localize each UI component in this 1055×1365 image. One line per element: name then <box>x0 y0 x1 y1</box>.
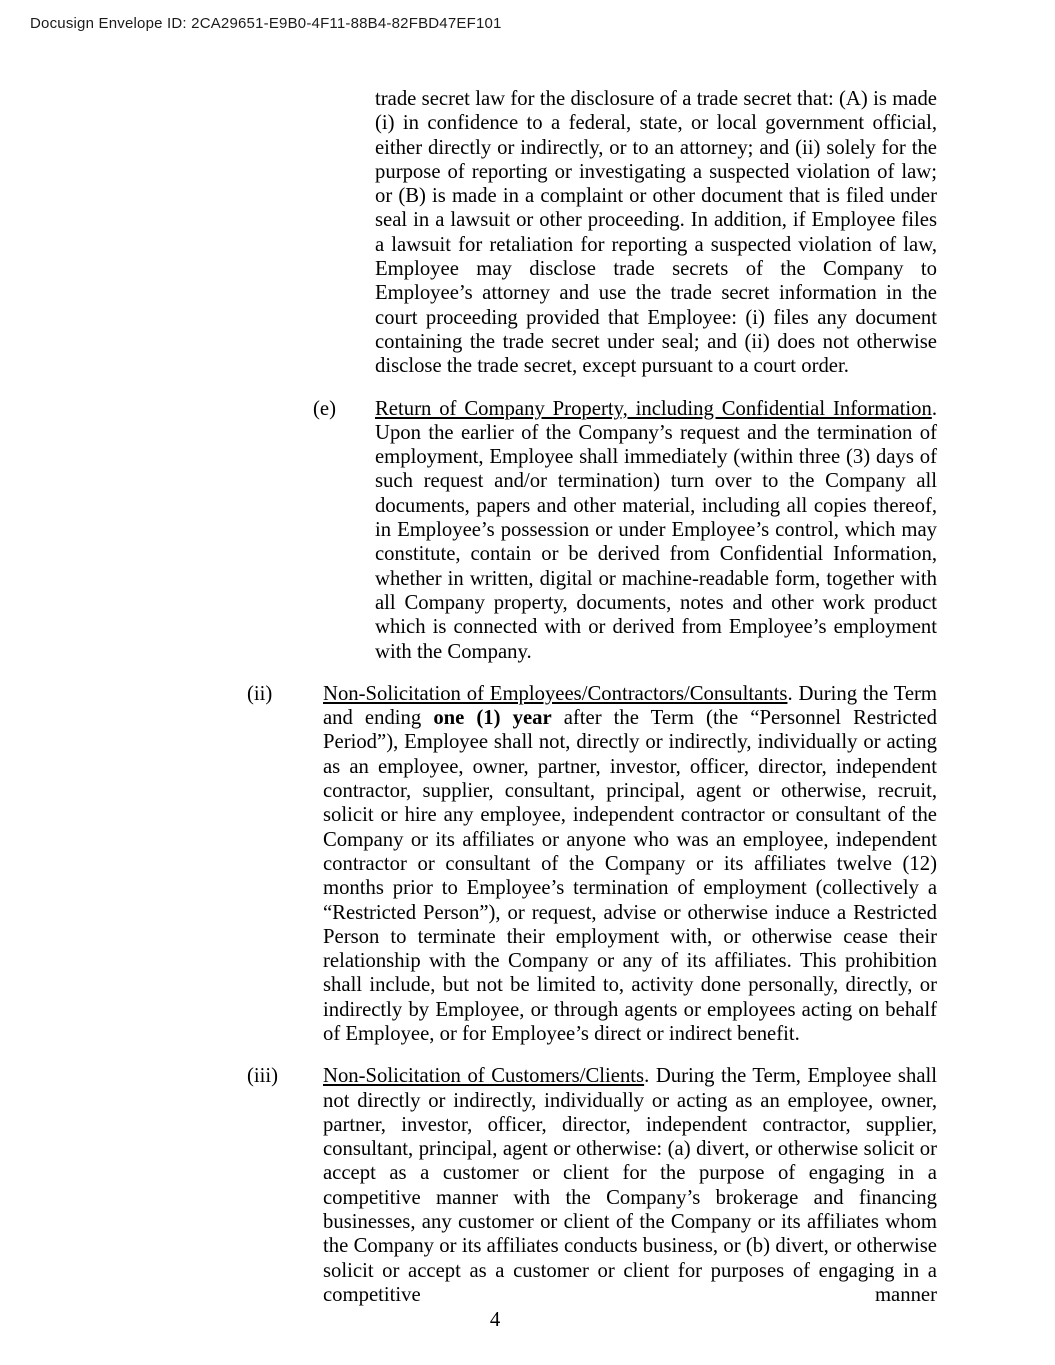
clause-e-text: . Upon the earlier of the Company’s request and the termination of employment, Employee shall immediately (within three (3) days of such request and/or termination) turn over to the Company all documents, papers and other material, including all copies thereof, in Employee’s possession or under Employee’s control, which may constitute, contain or be derived from Confidential Information, whether in written, digital or machine-readable form, together with all Company property, documents, notes and other work product which is connected with or derived from Employee’s employment with the Company. <box>375 397 937 663</box>
clause-ii-text-before-bold: . During the Term and ending <box>323 682 937 730</box>
clause-iii-heading: Non-Solicitation of Customers/Clients <box>323 1065 645 1088</box>
clause-ii <box>247 682 937 1046</box>
page-number: 4 <box>489 1309 501 1331</box>
paragraph-trade-secret-continuation: trade secret law for the disclosure of a trade secret that: (A) is made (i) in confidence to a federal, state, or local government official, either directly or indirectly, or to an attorney; and (ii) solely for the purpose of reporting or investigating a suspected violation of law; or (B) is made in a complaint or other document that is filed under seal in a lawsuit or other proceeding. In addition, if Employee files a lawsuit for retaliation for reporting a suspected violation of law, Employee may disclose trade secrets of the Company to Employee’s attorney and use the trade secret information in the court proceeding provided that Employee: (i) files any document containing the trade secret under seal; and (ii) does not otherwise disclose the trade secret, except pursuant to a court order. <box>375 88 937 378</box>
clause-iii-label: (iii) <box>247 1065 279 1088</box>
clause-iii-paragraph <box>323 1064 937 1307</box>
clause-ii-label: (ii) <box>247 682 273 705</box>
docusign-envelope-id: Docusign Envelope ID: 2CA29651-E9B0-4F11-88B4-82FBD47EF101 <box>30 15 502 32</box>
clause-ii-bold-phrase: one (1) year <box>433 707 552 730</box>
clause-e-heading: Return of Company Property, including Confidential Information <box>375 397 932 420</box>
clause-iii <box>247 1064 937 1307</box>
clause-e-label: (e) <box>313 397 336 420</box>
clause-ii-heading: Non-Solicitation of Employees/Contractors/Consultants <box>323 682 788 705</box>
clause-iii-text: . During the Term, Employee shall not directly or indirectly, individually or acting as an employee, owner, partner, investor, officer, director, independent contractor, supplier, consultant, principal, agent or otherwise: (a) divert, or otherwise solicit or accept as a customer or client for the purpose of engaging in a competitive manner with the Company’s brokerage and financing businesses, any customer or client of the Company or its affiliates whom the Company or its affiliates conducts business, or (b) divert, or otherwise solicit or accept as a customer or client for purposes of engaging in a competitive manner <box>323 1065 938 1306</box>
clause-e-paragraph <box>375 397 937 664</box>
document-content <box>247 87 937 1325</box>
clause-ii-text-after-bold: after the Term (the “Personnel Restricted Period”), Employee shall not, directly or indirectly, individually or acting as an employee, owner, partner, investor, officer, director, independent contractor, supplier, consultant, principal, agent or otherwise, recruit, solicit or hire any employee, independent contractor or consultant of the Company or its affiliates or anyone who was an employee, independent contractor or consultant of the Company or its affiliates twelve (12) months prior to Employee’s termination of employment (collectively a “Restricted Person”), or request, advise or otherwise induce a Restricted Person to terminate their employment with, or otherwise cease their relationship with the Company or any of its affiliates. This prohibition shall include, but not be limited to, activity done personally, directly, or indirectly by Employee, or through agents or employees acting on behalf of Employee, or for Employee’s direct or indirect benefit. <box>323 707 937 1045</box>
clause-ii-paragraph <box>323 682 937 1046</box>
clause-e <box>247 397 937 664</box>
